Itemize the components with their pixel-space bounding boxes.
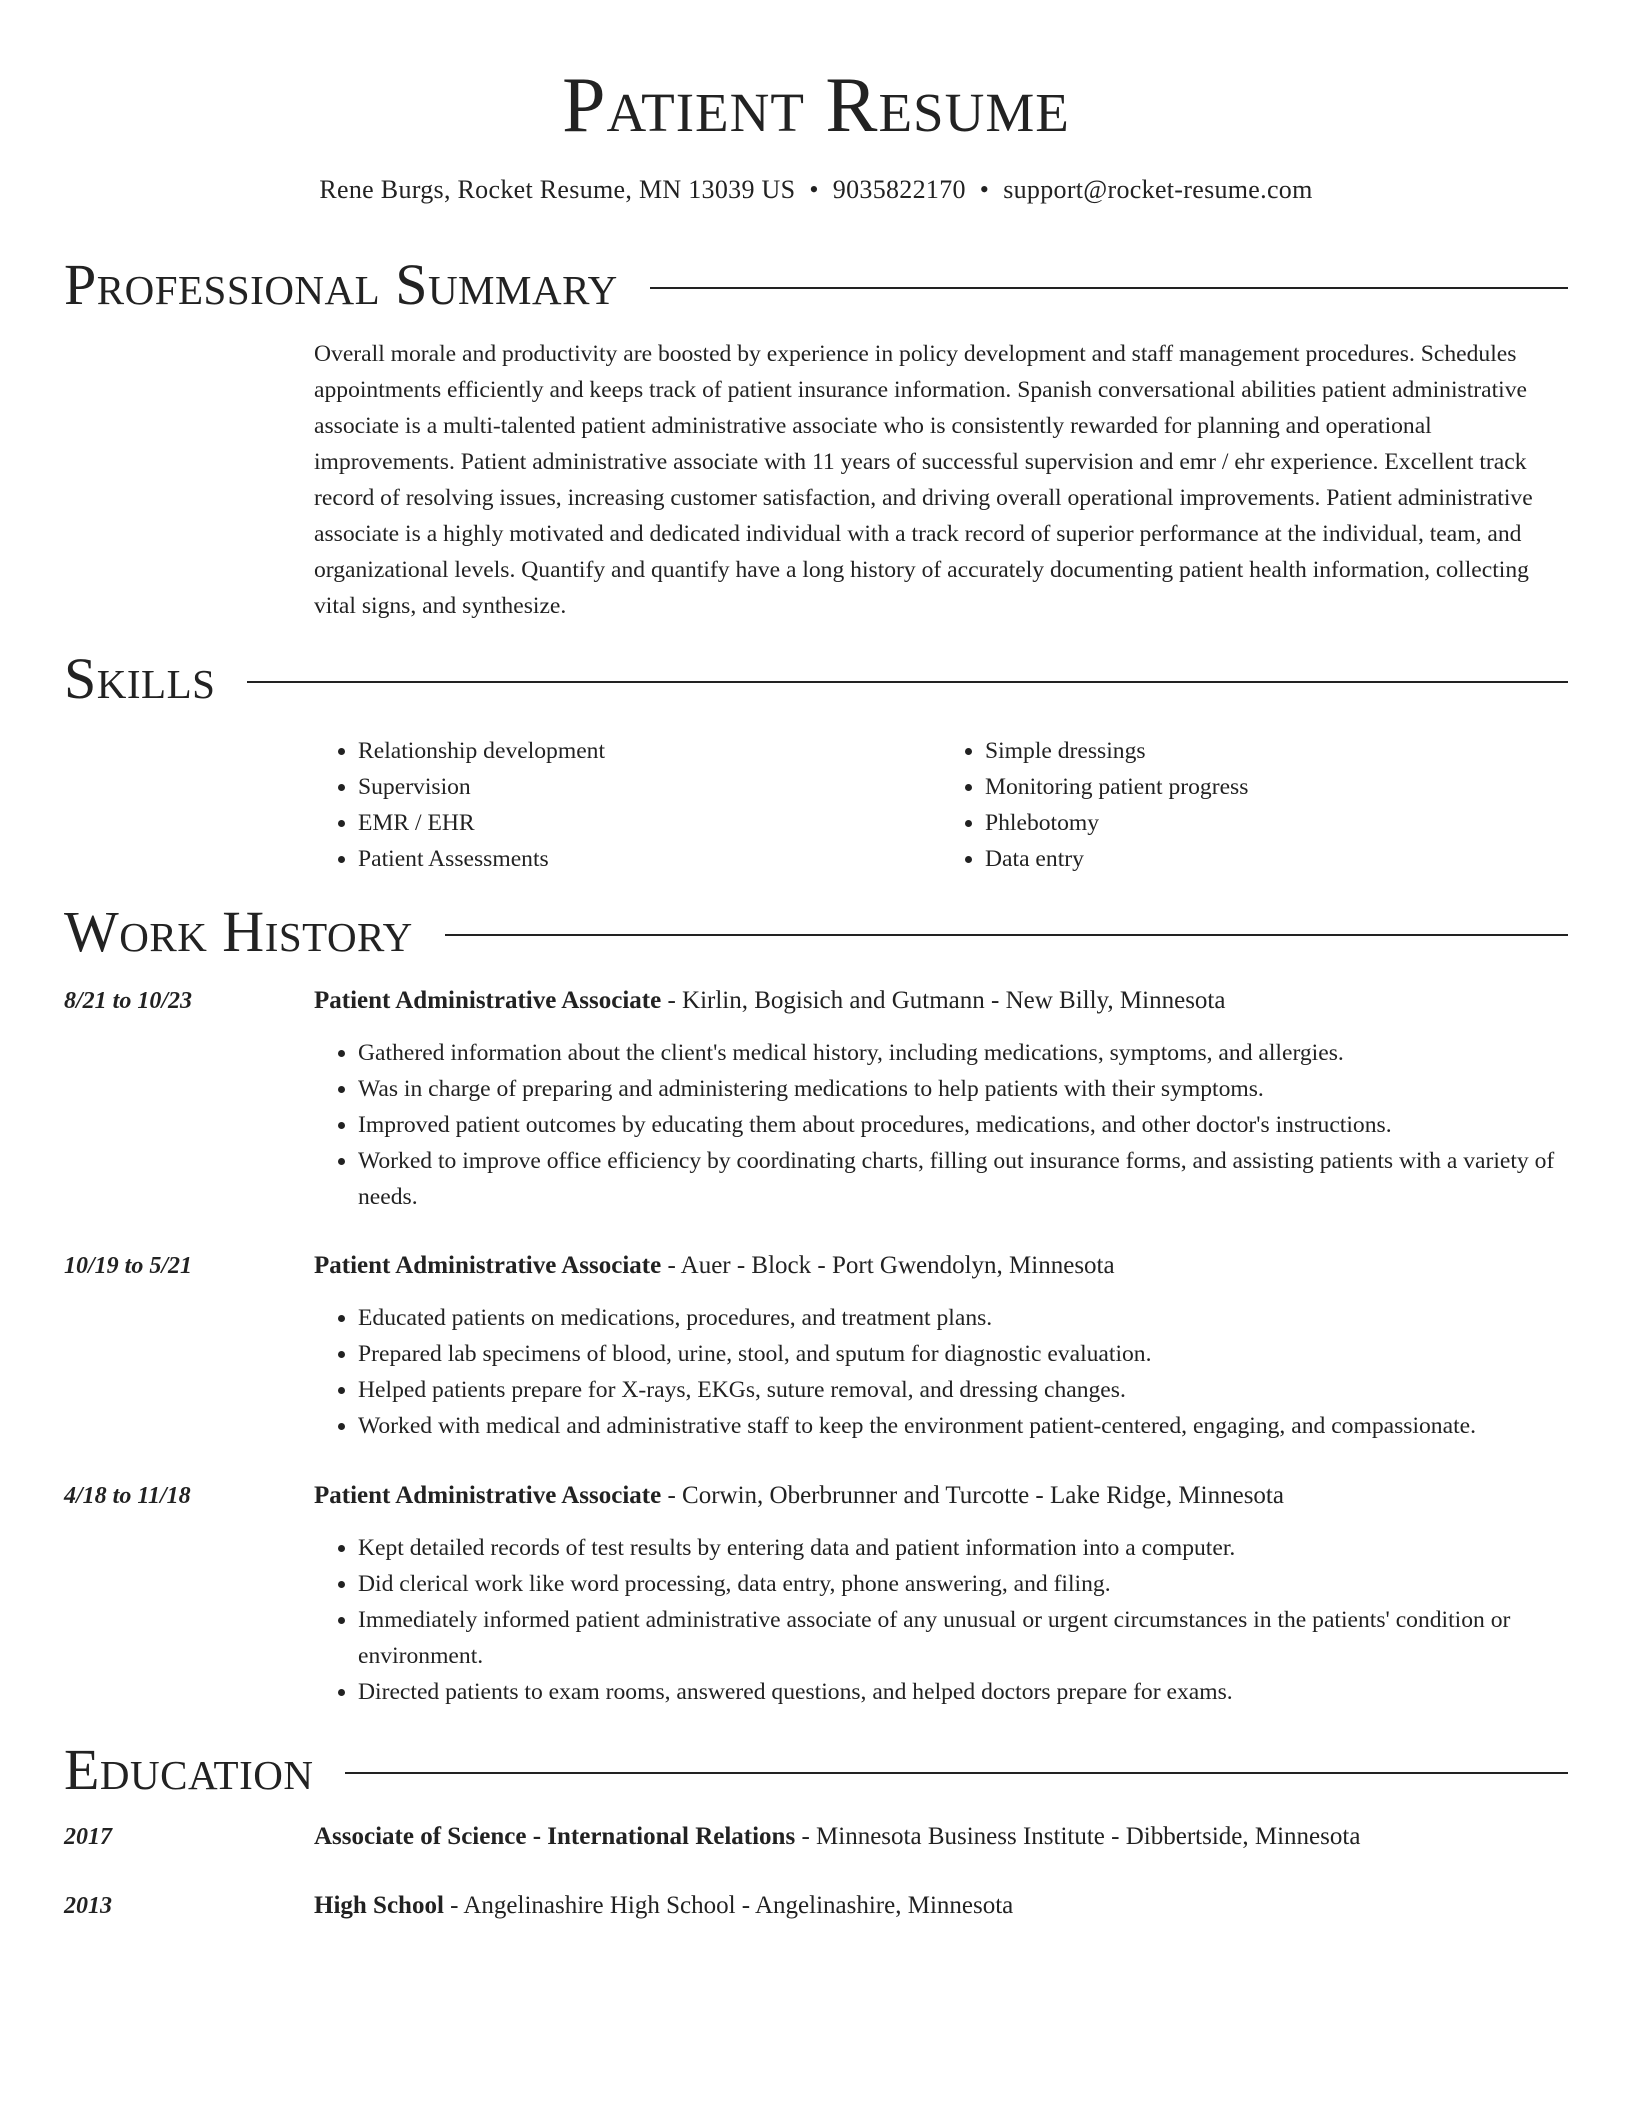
skill-item: • Monitoring patient progress	[985, 769, 1568, 805]
job-dates: 8/21 to 10/23	[64, 988, 193, 1014]
email-text: support@rocket-resume.com	[1003, 175, 1313, 204]
skills-column-left	[314, 733, 941, 877]
section-divider	[345, 1772, 1568, 1774]
duty-item: • Gathered information about the client's medical history, including medications, symptoms, and allergies.	[358, 1035, 1568, 1071]
job-duties	[314, 1530, 1568, 1710]
duty-item: • Did clerical work like word processing, data entry, phone answering, and filing.	[358, 1566, 1568, 1602]
resume-name: Patient Resume	[562, 61, 1070, 148]
education-section-header	[64, 1737, 1568, 1803]
job-title: Patient Administrative Associate	[314, 987, 662, 1014]
job-employer: - Auer - Block - Port Gwendolyn, Minnesota	[661, 1252, 1115, 1279]
summary-section-header	[64, 252, 1568, 318]
address-text: Rene Burgs, Rocket Resume, MN 13039 US	[319, 175, 796, 204]
education-degree: Associate of Science - International Relations	[314, 1823, 796, 1850]
skill-item: • Relationship development	[358, 733, 941, 769]
separator-bullet: •	[979, 175, 990, 204]
duty-item: • Prepared lab specimens of blood, urine, stool, and sputum for diagnostic evaluation.	[358, 1336, 1568, 1372]
education-heading: Education	[64, 1737, 314, 1802]
duty-item: • Improved patient outcomes by educating them about procedures, medications, and other doctor's instructions.	[358, 1107, 1568, 1143]
education-line	[314, 1888, 1568, 1924]
duty-item: • Worked to improve office efficiency by coordinating charts, filling out insurance forms, and assisting patients with a variety of needs.	[358, 1143, 1568, 1215]
section-divider	[247, 681, 1568, 683]
job-title: Patient Administrative Associate	[314, 1252, 662, 1279]
phone-text: 9035822170	[832, 175, 966, 204]
duty-item: • Kept detailed records of test results by entering data and patient information into a computer.	[358, 1530, 1568, 1566]
duty-item: • Worked with medical and administrative staff to keep the environment patient-centered, engaging, and compassionate.	[358, 1408, 1568, 1444]
skill-item: • EMR / EHR	[358, 805, 941, 841]
skill-item: • Supervision	[358, 769, 941, 805]
skills-column-right	[941, 733, 1568, 877]
education-line	[314, 1819, 1568, 1855]
job-duties	[314, 1300, 1568, 1444]
section-divider	[445, 934, 1568, 936]
summary-text: Overall morale and productivity are boosted by experience in policy development and staff management procedures. Schedules appointments efficiently and keeps track of patient insurance information. Spanish conversational abilities patient administrative associate is a multi-talented patient administrative associate who is consistently rewarded for planning and operational improvements. Patient administrative associate with 11 years of successful supervision and emr / ehr experience. Excellent track record of resolving issues, increasing customer satisfaction, and driving overall operational improvements. Patient administrative associate is a highly motivated and dedicated individual with a track record of superior performance at the individual, team, and organizational levels. Quantify and quantify have a long history of accurately documenting patient health information, collecting vital signs, and synthesize.	[314, 341, 1533, 619]
skill-item: • Simple dressings	[985, 733, 1568, 769]
duty-item: • Helped patients prepare for X-rays, EKGs, suture removal, and dressing changes.	[358, 1372, 1568, 1408]
skills-section-header	[64, 646, 1568, 712]
work-heading: Work History	[64, 899, 413, 964]
job-employer: - Kirlin, Bogisich and Gutmann - New Billy, Minnesota	[661, 987, 1226, 1014]
skill-item: • Data entry	[985, 841, 1568, 877]
duty-item: • Was in charge of preparing and administering medications to help patients with their symptoms.	[358, 1071, 1568, 1107]
duty-item: • Educated patients on medications, procedures, and treatment plans.	[358, 1300, 1568, 1336]
resume-page	[64, 0, 1568, 2112]
job-title-line	[314, 983, 1568, 1019]
summary-heading: Professional Summary	[64, 252, 618, 317]
duty-item: • Immediately informed patient administrative associate of any unusual or urgent circumstances in the patients' condition or environment.	[358, 1602, 1568, 1674]
education-year: 2017	[64, 1824, 112, 1850]
contact-line	[64, 173, 1568, 207]
job-dates: 10/19 to 5/21	[64, 1253, 193, 1279]
job-employer: - Corwin, Oberbrunner and Turcotte - Lake Ridge, Minnesota	[661, 1482, 1284, 1509]
skill-item: • Phlebotomy	[985, 805, 1568, 841]
education-degree: High School	[314, 1892, 444, 1919]
section-divider	[650, 287, 1568, 289]
skill-item: • Patient Assessments	[358, 841, 941, 877]
duty-item: • Directed patients to exam rooms, answered questions, and helped doctors prepare for exams.	[358, 1674, 1568, 1710]
job-dates: 4/18 to 11/18	[64, 1483, 191, 1509]
separator-bullet: •	[809, 175, 819, 204]
skills-list	[314, 733, 1568, 877]
skills-heading: Skills	[64, 646, 216, 711]
education-school: - Angelinashire High School - Angelinashire, Minnesota	[443, 1892, 1014, 1919]
job-duties	[314, 1035, 1568, 1215]
job-title-line	[314, 1248, 1568, 1284]
education-year: 2013	[64, 1893, 112, 1919]
job-title-line	[314, 1478, 1568, 1514]
job-title: Patient Administrative Associate	[314, 1482, 662, 1509]
education-school: - Minnesota Business Institute - Dibbertside, Minnesota	[795, 1823, 1361, 1850]
work-section-header	[64, 899, 1568, 965]
